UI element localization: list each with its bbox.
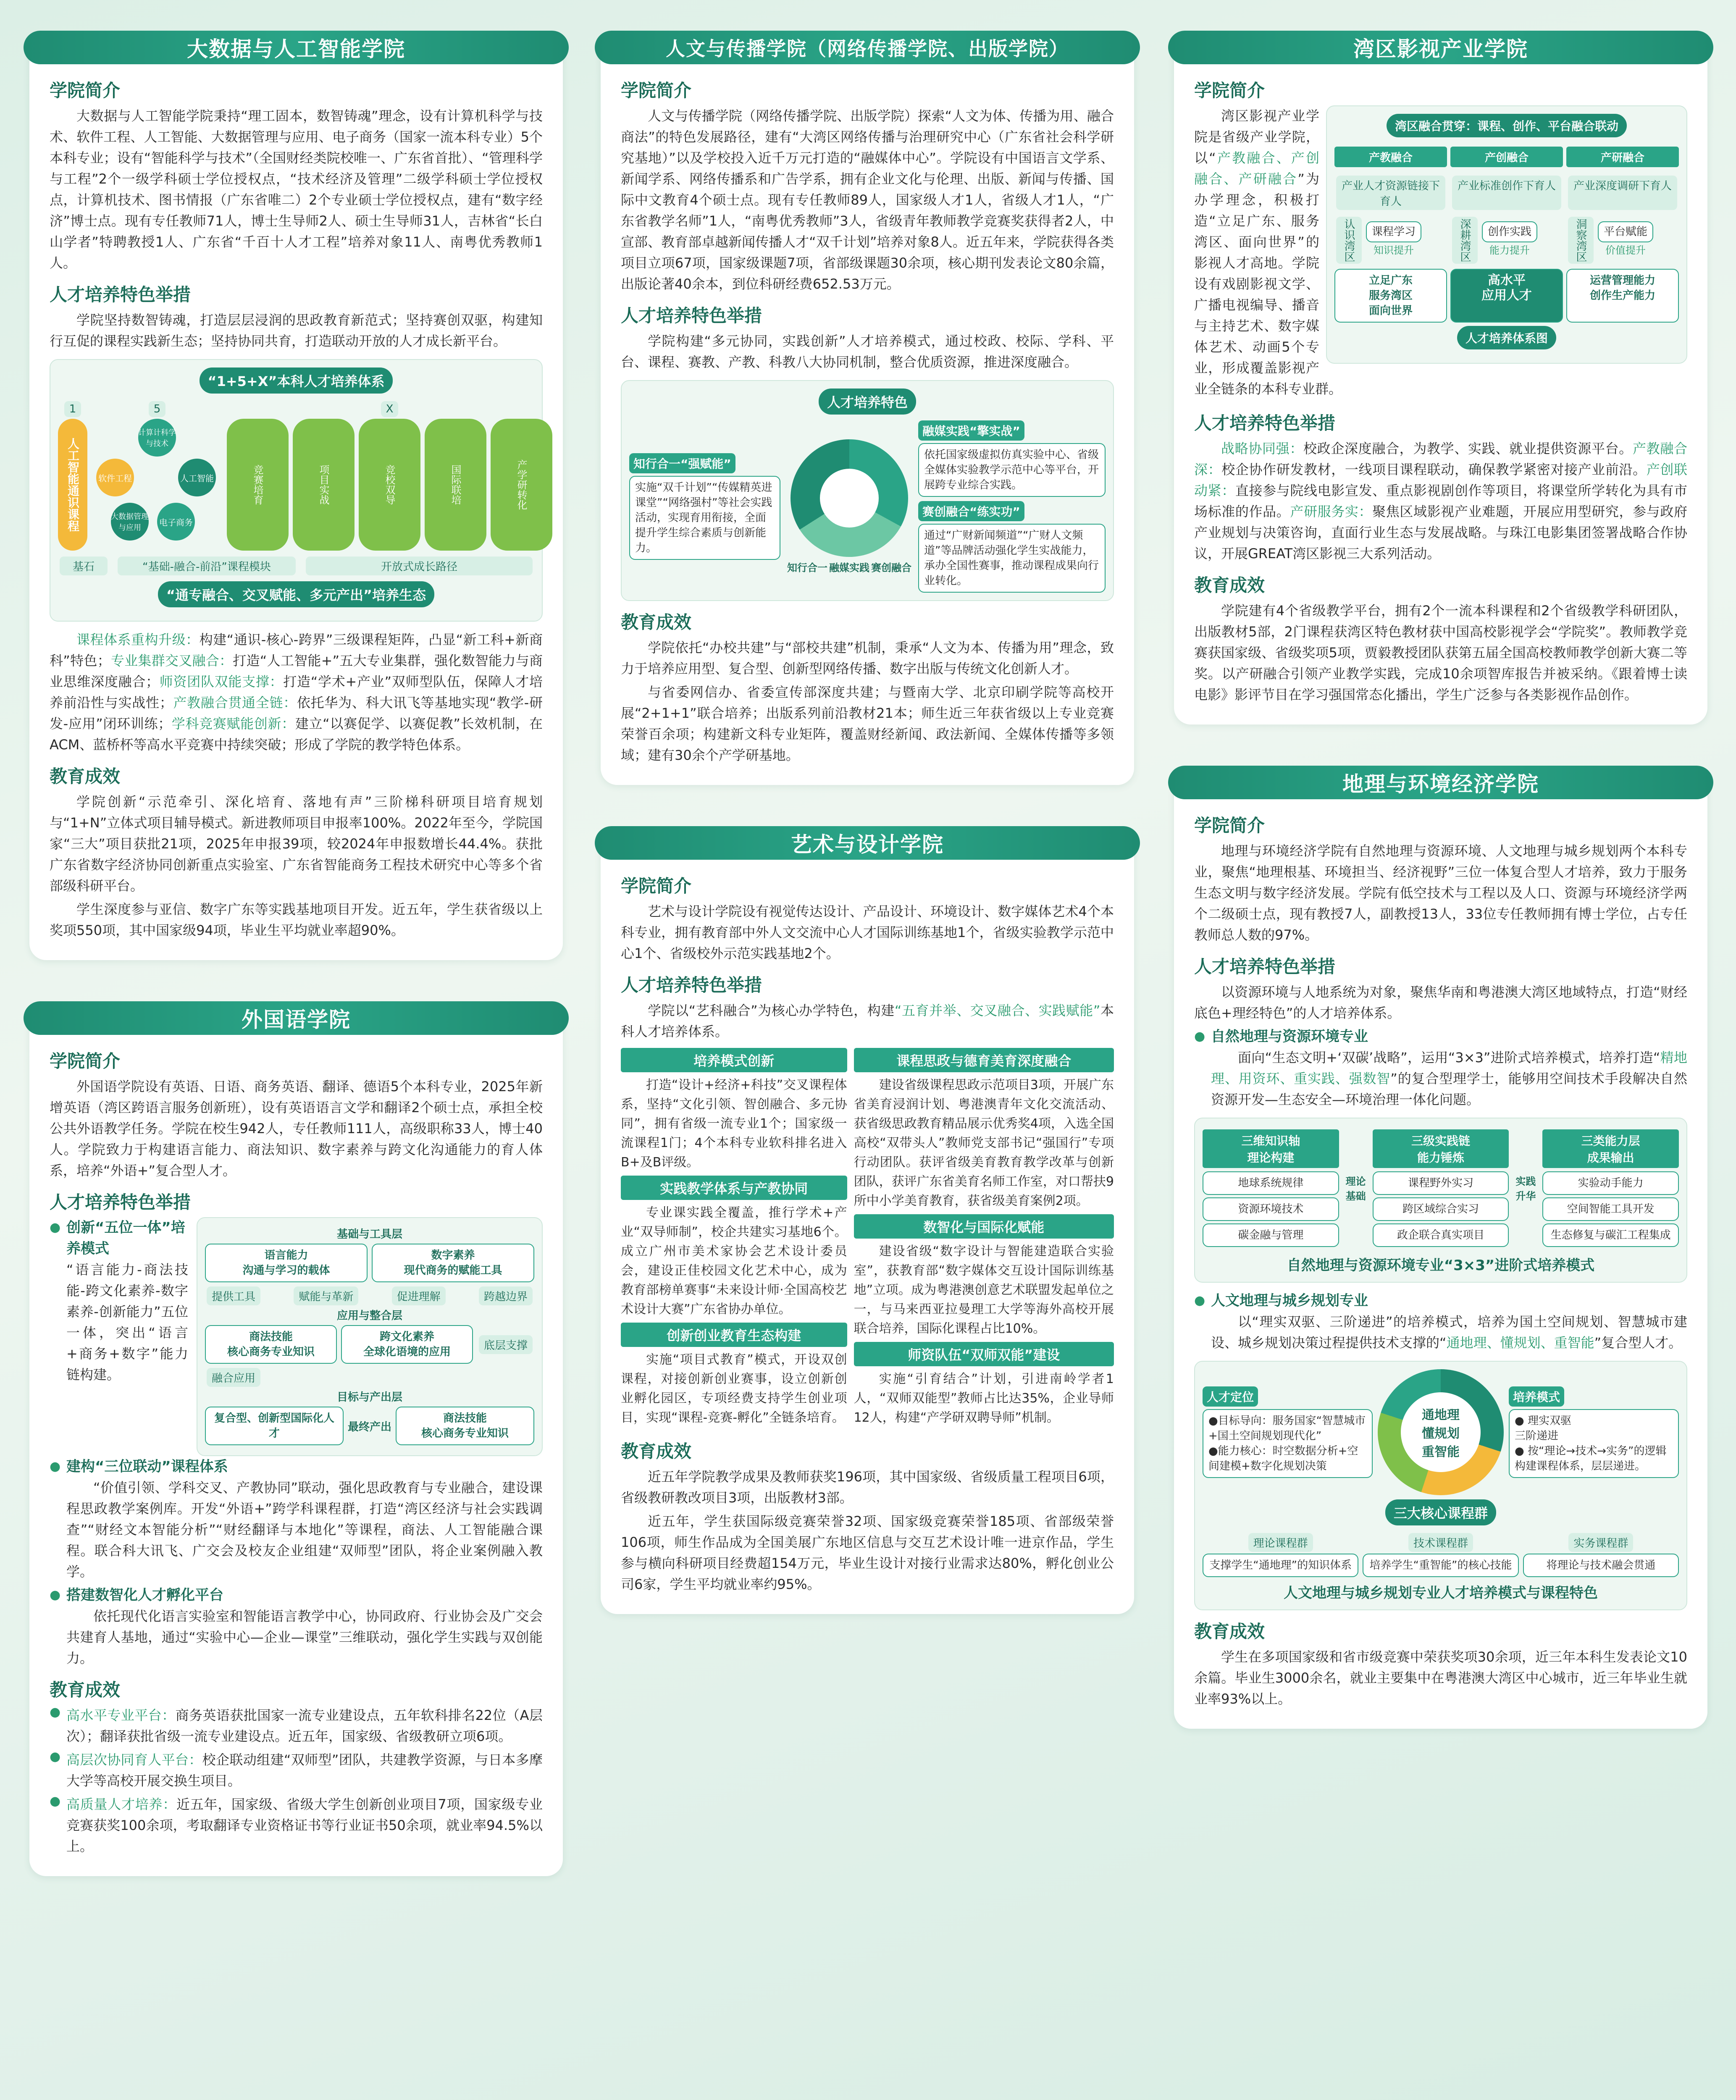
result-text: 商务英语获批国家一流专业建设点，五年软科排名22位（A层次）；翻译获批省级一流专业建设点。近五年，国家级、省级教研立项6项。 [66, 1707, 543, 1744]
bottom-box: 立足广东 服务湾区 面向世界 [1334, 269, 1447, 323]
measure-key: 课程体系重构升级： [76, 632, 200, 648]
arrow-label: 实践升华 [1515, 1176, 1536, 1202]
major-node: 软件工程 [96, 459, 134, 496]
measure-heading: ● 建构“三位联动”课程体系 [50, 1456, 543, 1477]
path-item: 竞校双导 [359, 419, 420, 551]
feature-text: 实施“双千计划”“传媒精英进课堂”“网络强村”等社会实践活动，实现育用衔接，全面提升学生综合素质与创新能力。 [629, 476, 780, 560]
mid-label: 课程学习 [1366, 221, 1421, 242]
column-head: 三维知识轴 理论构建 [1203, 1129, 1339, 1168]
layer-box: 跨文化素养 全球化语境的应用 [341, 1325, 473, 1364]
measure-text: 打造“学术+产业”双师型队伍，保障人才培养前沿性与实战性； [50, 674, 543, 711]
cycle-center: 通地理 懂规划 重智能 [1401, 1392, 1481, 1472]
link-label: 底层支撑 [479, 1335, 533, 1354]
college-card-bigdata [29, 37, 563, 960]
major-highlight: 通地理、懂规划、重智能 [1446, 1335, 1594, 1351]
figure-title: “1+5+X”本科人才培养体系 [200, 368, 393, 394]
foundation-course: 人工智能通识课程 [58, 419, 87, 551]
figure-1-5-x [50, 359, 543, 622]
intro-text: 湾区影视产业学院是省级产业学院，以“ [1194, 108, 1319, 166]
talent-text: 以资源环境与人地系统为对象，聚焦华南和粤港澳大湾区地域特点，打造“财经底色+理经特色”的人才培养体系。 [1194, 984, 1687, 1021]
course-group: 技术课程群 [1408, 1533, 1473, 1552]
talent-highlight: “五育并举、交叉融合、实践赋能” [894, 1003, 1100, 1018]
column-sub: 产业深度调研下育人 [1568, 176, 1677, 210]
figure-five-in-one [197, 1217, 543, 1456]
block-text: 建设省级“数字设计与智能建造联合实验室”，获教育部“数字媒体交互设计国际训练基地”立项。成为粤港澳创意艺术联盟发起单位之一，与马来西亚拉曼理工大学等海外高校开展联合培养，国际化课程占比10%。 [854, 1244, 1114, 1336]
intro-text: 大数据与人工智能学院秉持“理工固本，数智铸魂”理念，设有计算机科学与技术、软件工程、人工智能、大数据管理与应用、电子商务（国家一流本科专业）5个本科专业；设有“智能科学与技术”（全国财经类院校唯一、广东省首批）、“管理科学与工程”2个一级学科硕士学位授权点，“技术经济及管理”二级学科硕士学位授权点，计算机技术、图书情报（广东省唯二）2个专业硕士学位授权点，建有“数字经济”博士点。现有专任教师71人，博士生导师2人、硕士生导师31人，吉林省“长白山学者”特聘教授1人、广东省“千百十人才工程”培养对象11人、南粤优秀教师1人。 [50, 108, 543, 271]
figure-title: 湾区融合贯穿：课程、创作、平台融合联动 [1387, 114, 1627, 137]
output-label: 最终产出 [348, 1420, 392, 1433]
model-item: 实验动手能力 [1542, 1171, 1679, 1195]
base-label: 基石 [60, 556, 108, 575]
talent-text: 学院以“艺科融合”为核心办学特色，构建 [648, 1003, 895, 1018]
base-label: 开放式成长路径 [306, 556, 533, 575]
figure-caption: 人才培养体系图 [1457, 326, 1556, 349]
measure-key: 产教融合贯通全链： [173, 695, 297, 711]
layer-box: 商法技能 核心商务专业知识 [396, 1407, 534, 1445]
column-head: 产教融合 [1334, 147, 1447, 167]
measure-text: 依托现代化语言实验室和智能语言教学中心，协同政府、行业协会及广交会共建育人基地，通过“实验中心—企业—课堂”三维联动，强化学生实践与双创能力。 [66, 1608, 543, 1666]
college-title: 人文与传播学院（网络传播学院、出版学院） [595, 31, 1140, 64]
bottom-box: 高水平 应用人才 [1450, 269, 1563, 323]
result-text: 学院建有4个省级教学平台，拥有2个一流本科课程和2个省级教学科研团队，出版教材5部，2门课程获湾区特色教材获中国高校影视学会“学院奖”。教师教学竞赛获国家级、省级奖项5项，贾毅教授团队获第五届全国高校教师教学创新大赛二等奖。以产研融合引领产业教学实践，完成10余项智库报告并被采纳。《跟着博士读电影》影评节目在学习强国常态化播出，学生广泛参与各类影视作品创作。 [1194, 603, 1687, 703]
intro-text: 人文与传播学院（网络传播学院、出版学院）探索“人文为体、传播为用、融合商法”的特色发展路径，建有“大湾区网络传播与治理研究中心（广东省社会科学研究基地）”以及学校投入近千万元打造的“融媒体中心”。学院设有中国语言文学系、新闻学系、网络传播系和广告学系，拥有企业文化与伦理、出版、新闻与传播、国际中文教育4个硕士点。现有专任教师89人，国家级人才1人，省级人才1人，“广东省教学名师”1人，“南粤优秀教师”3人，省级青年教师教学竞赛奖获得者2人，中宣部、教育部卓越新闻传播人才“双千计划”培养对象8人。近五年来，学院获得各类项目立项67项，国家级课题7项，省部级课题30余项，核心期刊发表论文80余篇，出版论著40余本，到位科研经费652.53万元。 [621, 108, 1114, 292]
section-heading: 人才培养特色举措 [621, 305, 762, 326]
measure-text: 聚焦区域影视产业难题，开展应用型研究，参与政府产业规划与决策咨询，直面行业生态与发展战略。与珠江电影集团签署战略合作协议，开展GREAT湾区影视三大系列活动。 [1194, 504, 1687, 562]
column-head: 三类能力层 成果输出 [1542, 1129, 1679, 1168]
section-heading: 人才培养特色举措 [50, 1192, 191, 1213]
result-text: 与省委网信办、省委宣传部深度共建；与暨南大学、北京印刷学院等高校开展“2+1+1”联合培养；出版系列前沿教材21本；师生近三年获省级以上专业竞赛荣誉百余项；构建新文科专业矩阵，覆盖财经新闻、政法新闻、全媒体传播等多领域；建有30余个产学研基地。 [621, 684, 1114, 763]
college-card-bay-film [1174, 37, 1707, 724]
figure-3x3-model [1194, 1118, 1687, 1283]
out-label: 能力提升 [1489, 244, 1530, 256]
col-label: 1 [64, 401, 81, 417]
model-item: 碳金融与管理 [1203, 1223, 1339, 1247]
measure-heading: ● 创新“五位一体”培养模式 [50, 1217, 188, 1259]
college-title: 湾区影视产业学院 [1168, 31, 1713, 64]
talent-text: 学院构建“多元协同，实践创新”人才培养模式，通过校政、校际、学科、平台、课程、赛教、产教、科教八大协同机制，整合优质资源，推进深度融合。 [621, 333, 1114, 370]
panel-title: 培养模式 [1509, 1386, 1564, 1407]
block-title: 课程思政与德育美育深度融合 [854, 1048, 1114, 1072]
column-sub: 产业标准创作下育人 [1452, 176, 1561, 210]
figure-bay-integration [1326, 105, 1687, 364]
section-heading: 学院简介 [1194, 80, 1265, 101]
feature-title: 融媒实践“擎实战” [918, 420, 1024, 441]
side-label: 洞察湾区 [1568, 217, 1594, 264]
link-label: 赋能与革新 [294, 1286, 358, 1305]
block-title: 创新创业教育生态构建 [621, 1323, 847, 1347]
measure-text: 建立“以赛促学、以赛促教”长效机制，在ACM、蓝桥杯等高水平竞赛中持续突破；形成了学院的教学特色体系。 [50, 716, 543, 753]
major-heading: ● 自然地理与资源环境专业 [1194, 1026, 1687, 1047]
layer-label: 基础与工具层 [336, 1228, 402, 1241]
measure-key: 产研服务实： [1290, 504, 1373, 520]
result-text: 学院创新“示范牵引、深化培育、落地有声”三阶梯科研项目培育规划与“1+N”立体式项目辅导模式。新进教师项目申报率100%。2022年至今，学院国家“三大”项目获批21项，2025年申报39项，较2024年申报数增长44.4%。获批广东省数字经济协同创新重点实验室、广东省智能商务工程技术研究中心等多个省部级科研平台。 [50, 794, 543, 894]
column-head: 产研融合 [1566, 147, 1679, 167]
measure-text: 打造“人工智能+”五大专业集群，强化数智能力与商业思维深度融合； [50, 653, 543, 690]
section-heading: 教育成效 [1194, 1621, 1265, 1642]
course-desc: 将理论与技术融会贯通 [1523, 1554, 1679, 1577]
talent-text: 本科人才培养体系。 [621, 1003, 1114, 1040]
col-label: 5 [149, 401, 166, 417]
measure-text: 构建“通识-核心-跨界”三级课程矩阵，凸显“新工科+新商科”特色； [50, 632, 543, 669]
out-label: 知识提升 [1374, 244, 1414, 256]
figure-caption: 人文地理与城乡规划专业人才培养模式与课程特色 [1284, 1585, 1598, 1601]
col-label: X [381, 401, 399, 417]
side-label: 深耕湾区 [1452, 217, 1478, 264]
column-sub: 产业人才资源链接下育人 [1336, 176, 1445, 210]
link-label: 促进理解 [392, 1286, 446, 1305]
model-item: 地球系统规律 [1203, 1171, 1339, 1195]
major-highlight: 精地理、用资环、重实践、强数智 [1211, 1050, 1687, 1087]
path-item: 国际联培 [425, 419, 486, 551]
column-head: 产创融合 [1450, 147, 1563, 167]
panel-text: ●目标导向：服务国家“智慧城市+国土空间规划现代化” ●能力核心：时空数据分析+空间建模+数字化规划决策 [1203, 1409, 1373, 1478]
college-card-humanities [601, 37, 1134, 785]
major-text: ”复合型人才。 [1594, 1335, 1682, 1351]
result-text: 近五年，国家级、省级大学生创新创业项目7项，国家级专业竞赛获奖100余项，考取翻译专业资格证书等行业证书50余项，就业率94.5%以上。 [66, 1796, 543, 1854]
college-card-geography [1174, 772, 1707, 1729]
measure-key: 专业集群交叉融合： [110, 653, 233, 669]
measure-heading: ● 搭建数智化人才孵化平台 [50, 1585, 543, 1606]
section-heading: 人才培养特色举措 [50, 284, 191, 305]
college-title: 艺术与设计学院 [595, 826, 1140, 860]
block-text: 实施“项目式教育”模式，开设双创课程，对接创新创业赛事，设立创新创业孵化园区，专项经费支持学生创业项目，实现“课程-竞赛-孵化”全链条培育。 [621, 1352, 847, 1425]
feature-title: 赛创融合“练实功” [918, 501, 1024, 521]
course-group: 实务课程群 [1568, 1533, 1633, 1552]
link-label: 跨越边界 [479, 1286, 533, 1305]
panel-title: 人才定位 [1203, 1386, 1258, 1407]
section-heading: 学院简介 [50, 80, 121, 101]
block-text: 打造“设计+经济+科技”交叉课程体系，坚持“文化引领、智创融合、多元协同”，拥有省级一流专业1个；国家级一流课程1门；4个本科专业软科排名进入B+及B评级。 [621, 1078, 847, 1170]
talent-text: 学院坚持数智铸魂，打造层层浸润的思政教育新范式；坚持赛创双驱，构建知行互促的课程实践新生态；坚持协同共育，打造联动开放的人才成长新平台。 [50, 312, 543, 349]
layer-label: 应用与整合层 [336, 1310, 402, 1322]
intro-text: 艺术与设计学院设有视觉传达设计、产品设计、环境设计、数字媒体艺术4个本科专业，拥有教育部中外人文交流中心人才国际训练基地1个，省级实验教学示范中心1个、省级校外示范实践基地2个。 [621, 903, 1114, 961]
ring-diagram [791, 439, 908, 557]
measure-key: 学科竞赛赋能创新： [171, 716, 295, 732]
section-heading: 教育成效 [621, 612, 692, 633]
section-heading: 人才培养特色举措 [621, 975, 762, 995]
model-item: 跨区域综合实习 [1373, 1197, 1509, 1221]
mid-label: 创作实践 [1482, 221, 1537, 242]
section-heading: 学院简介 [50, 1051, 121, 1071]
feature-text: 通过“广财新闻频道”“广财人文频道”等品牌活动强化学生实战能力，承办全国性赛事，推动课程成果向行业转化。 [918, 524, 1106, 593]
arrow-label: 理论基础 [1345, 1176, 1366, 1202]
college-title: 外国语学院 [24, 1001, 569, 1035]
section-heading: 教育成效 [50, 766, 121, 787]
feature-text: 依托国家级虚拟仿真实验中心、省级全媒体实验教学示范中心等平台，开展跨专业综合实践。 [918, 443, 1106, 497]
model-item: 课程野外实习 [1373, 1171, 1509, 1195]
block-text: 建设省级课程思政示范项目3项，开展广东省美育浸润计划、粤港澳青年文化交流活动、获省级思政教育精品展示优秀奖4项，入选全国高校“双带头人”教师党支部书记“强国行”专项行动团队。获评省级美育教育教学改革与创新团队，获评广东省美育名师工作室，对口帮扶9所中小学美育教育，获省级美育案例2项。 [854, 1078, 1114, 1208]
base-label: “基础-融合-前沿”课程模块 [118, 556, 296, 575]
measure-key: 产创联动紧： [1194, 462, 1687, 499]
block-text: 实施“引育结合”计划，引进南岭学者1人，“双师双能型”教师占比达35%，企业导师12人，构建“产学研双聘导师”机制。 [854, 1372, 1114, 1425]
measure-text: 直接参与院线电影宣发、重点影视剧创作等项目，将课堂所学转化为具有市场标准的作品。 [1194, 483, 1687, 520]
model-item: 资源环境技术 [1203, 1197, 1339, 1221]
major-text: 以“理实双驱、三阶递进”的培养模式，培养为国土空间规划、智慧城市建设、城乡规划决策过程提供技术支撑的“ [1211, 1314, 1687, 1351]
college-card-art-design [601, 832, 1134, 1614]
layer-box: 数字素养 现代商务的赋能工具 [372, 1244, 534, 1282]
measure-key: 师资团队双能支撑： [159, 674, 284, 690]
side-label: 认识湾区 [1336, 217, 1362, 264]
measure-text: “语言能力-商法技能-跨文化素养-数字素养-创新能力”五位一体，突出“语言+商务+数字”能力链构建。 [66, 1262, 188, 1383]
college-title: 地理与环境经济学院 [1168, 766, 1713, 799]
block-title: 实践教学体系与产教协同 [621, 1176, 847, 1200]
bottom-box: 运营管理能力 创作生产能力 [1566, 269, 1679, 323]
intro-text: 地理与环境经济学院有自然地理与资源环境、人文地理与城乡规划两个本科专业，聚焦“地理根基、环境担当、经济视野”三位一体复合型人才培养，致力于服务生态文明与数字经济发展。学院有低空技术与工程以及人口、资源与环境经济学两个二级硕士点，现有教授7人，副教授13人，33位专任教师拥有博士学位，占专任教师总人数的97%。 [1194, 843, 1687, 943]
section-heading: 学院简介 [1194, 815, 1265, 836]
path-item: 竞赛培育 [227, 419, 289, 551]
measure-key: 战略协同强： [1221, 441, 1303, 457]
major-node: 大数据管理与应用 [111, 503, 149, 541]
intro-text: 外国语学院设有英语、日语、商务英语、翻译、德语5个本科专业，2025年新增英语（湾区跨语言服务创新班），设有英语语言文学和翻译2个硕士点，承担全校公共外语教学任务。学院在校生942人，专任教师111人，高级职称33人，博士40人。学院致力于构建语言能力、商法知识、数字素养与跨文化沟通能力的育人体系，培养“外语+”复合型人才。 [50, 1079, 543, 1179]
result-text: 校企联动组建“双师型”团队，共建教学资源，与日本多摩大学等高校开展交换生项目。 [66, 1752, 543, 1789]
block-title: 培养模式创新 [621, 1048, 847, 1072]
block-title: 数智化与国际化赋能 [854, 1214, 1114, 1239]
block-text: 专业课实践全覆盖，推行学术+产业“双导师制”，校企共建实习基地6个。成立广州市美术家协会艺术设计委员会，建设正佳校园文化艺术中心，成为教育部榜单赛事“未来设计师·全国高校艺术设计大赛”广东省协办单位。 [621, 1205, 847, 1317]
model-item: 生态修复与碳汇工程集成 [1542, 1223, 1679, 1247]
ring-label: 赛创融合 [871, 562, 911, 574]
link-label: 提供工具 [207, 1286, 260, 1305]
result-key: 高层次协同育人平台： [66, 1752, 202, 1768]
figure-caption: 自然地理与资源环境专业“3×3”进阶式培养模式 [1287, 1257, 1595, 1274]
model-item: 政企联合真实项目 [1373, 1223, 1509, 1247]
section-heading: 教育成效 [1194, 575, 1265, 596]
measure-key: 产教融合深： [1194, 441, 1687, 478]
major-node: 计算计科学与技术 [138, 419, 176, 457]
measure-text: “价值引领、学科交叉、产教协同”联动，强化思政教育与专业融合，建设课程思政教学案例库。开发“外语+”跨学科课程群，打造“湾区经济与社会实践调查”“财经文本智能分析”“财经翻译与本地化”等课程，商法、人工智能融合课程。联合科大讯飞、广交会及校友企业组建“双师型”团队，将企业案例融入教学。 [66, 1480, 543, 1580]
measure-text: 校政企深度融合，为教学、实践、就业提供资源平台。 [1303, 441, 1633, 457]
section-heading: 人才培养特色举措 [1194, 956, 1336, 977]
result-key: 高质量人才培养： [66, 1796, 177, 1812]
figure-talent-features [621, 380, 1114, 601]
college-card-foreign-languages [29, 1008, 563, 1876]
intro-text: ”为办学理念，积极打造“立足广东、服务湾区、面向世界”的影视人才高地。学院设有戏剧影视文学、广播电视编导、播音与主持艺术、数字媒体艺术、动画5个专业，形成覆盖影视产业全链条的本科专业群。 [1194, 171, 1342, 397]
result-text: 近五年，学生获国际级竞赛荣誉32项、国家级竞赛荣誉185项、省部级荣誉106项，师生作品成为全国美展广东地区信息与交互艺术设计唯一进京作品，学生参与横向科研项目经费超154万元，毕业生设计对接行业需求达80%，孵化创业公司6家，学生平均就业率约95%。 [621, 1513, 1114, 1592]
column-head: 三级实践链 能力锤炼 [1373, 1129, 1509, 1168]
out-label: 价值提升 [1605, 244, 1646, 256]
result-text: 近五年学院教学成果及教师获奖196项，其中国家级、省级质量工程项目6项，省级教研教改项目3项，出版教材3部。 [621, 1469, 1114, 1506]
major-node: 人工智能 [178, 459, 216, 496]
course-group: 理论课程群 [1248, 1533, 1313, 1552]
section-heading: 教育成效 [621, 1441, 692, 1462]
path-item: 项目实战 [293, 419, 355, 551]
result-key: 高水平专业平台： [66, 1707, 176, 1723]
major-text: ”的复合型理学士，能够用空间技术手段解决自然资源开发—生态安全—环境治理一体化问题。 [1211, 1071, 1687, 1108]
layer-box: 语言能力 沟通与学习的载体 [205, 1244, 368, 1282]
figure-caption: “通专融合、交叉赋能、多元产出”培养生态 [158, 581, 434, 607]
measure-text: 依托华为、科大讯飞等基地实现“教学-研发-应用”闭环训练； [50, 695, 543, 732]
layer-label: 目标与产出层 [336, 1391, 402, 1404]
intro-highlight: 产教融合、产创融合、产研融合 [1194, 150, 1319, 187]
section-heading: 教育成效 [50, 1680, 121, 1700]
course-desc: 支撑学生“通地理”的知识体系 [1203, 1554, 1358, 1577]
course-desc: 培养学生“重智能”的核心技能 [1363, 1554, 1518, 1577]
section-heading: 学院简介 [621, 876, 692, 896]
figure-title: 三大核心课程群 [1385, 1499, 1496, 1525]
ring-label: 知行合一 [787, 562, 827, 574]
result-text: 学生深度参与亚信、数字广东等实践基地项目开发。近五年，学生获省级以上奖项550项，其中国家级94项，毕业生平均就业率超90%。 [50, 901, 543, 938]
layer-box: 商法技能 核心商务专业知识 [205, 1325, 337, 1364]
section-heading: 人才培养特色举措 [1194, 413, 1336, 433]
result-text: 学生在多项国家级和省市级竞赛中荣获奖项30余项，近三年本科生发表论文10余篇。毕业生3000余名，就业主要集中在粤港澳大湾区中心城市，近三年毕业生就业率93%以上。 [1194, 1649, 1687, 1707]
result-text: 学院依托“办校共建”与“部校共建”机制，秉承“人文为本、传播为用”理念，致力于培养应用型、复合型、创新型网络传播、数字出版与传统文化创新人才。 [621, 640, 1114, 677]
college-title: 大数据与人工智能学院 [24, 31, 569, 64]
cycle-diagram [1378, 1369, 1504, 1495]
model-item: 空间智能工具开发 [1542, 1197, 1679, 1221]
layer-box: 复合型、创新型国际化人才 [205, 1407, 344, 1445]
major-text: 面向“生态文明+‘双碳’战略”，运用“3×3”进阶式培养模式，培养打造“ [1238, 1050, 1660, 1066]
panel-text: ● 理实双驱 三阶递进 ● 按“理论→技术→实务”的逻辑构建课程体系，层层递进。 [1509, 1409, 1679, 1478]
section-heading: 学院简介 [621, 80, 692, 101]
block-title: 师资队伍“双师双能”建设 [854, 1342, 1114, 1366]
mid-label: 平台赋能 [1598, 221, 1653, 242]
path-item: 产学研转化 [491, 419, 552, 551]
figure-urban-planning [1194, 1361, 1687, 1610]
ring-label: 融媒实践 [829, 562, 869, 574]
feature-title: 知行合一“强赋能” [629, 453, 735, 473]
figure-title: 人才培养特色 [819, 388, 916, 415]
major-heading: ● 人文地理与城乡规划专业 [1194, 1290, 1687, 1311]
measure-text: 校企协作研发教材，一线项目课程联动，确保教学紧密对接产业前沿。 [1221, 462, 1647, 478]
link-label: 融合应用 [207, 1368, 260, 1387]
major-node: 电子商务 [157, 503, 195, 541]
